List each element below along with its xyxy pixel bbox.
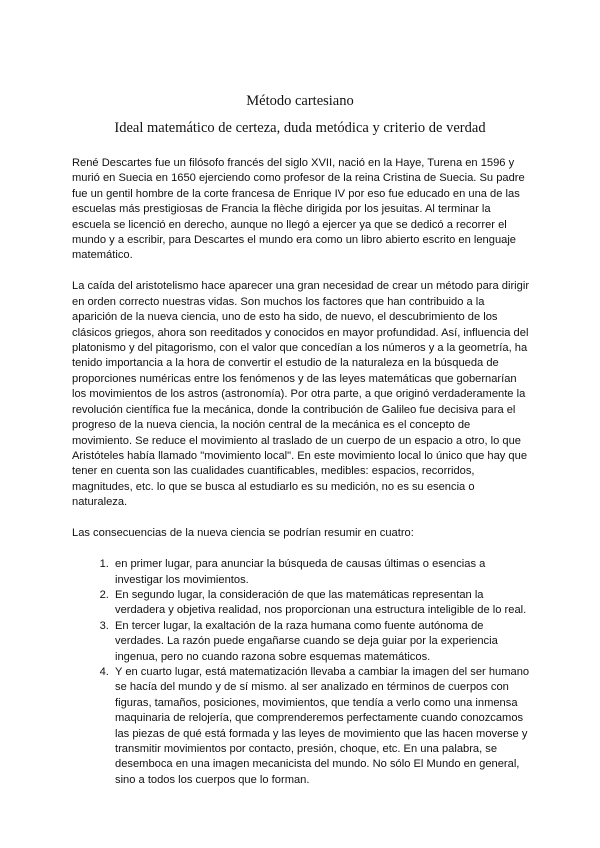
list-item: 3. En tercer lugar, la exaltación de la raza humana como fuente autónoma de verdades. La razón puede engañarse cuando se deja guiar por la experiencia ingenua, pero no cuando razona sobre esquemas matemáticos.: [112, 619, 532, 665]
list-item: 2. En segundo lugar, la consideración de que las matemáticas representan la verdadera y objetiva realidad, nos proporcionan una estructura inteligible de lo real.: [112, 588, 532, 619]
paragraph-new-science: La caída del aristotelismo hace aparecer una gran necesidad de crear un método para dirigir en orden correcto nuestras vidas. Son muchos los factores que han contribuido a la aparición de la nueva ciencia, uno de esto ha sido, de nuevo, el descubrimiento de los clásicos griegos, ahora son reeditados y conocidos en mayor profundidad. Así, influencia del platonismo y del pitagorismo, con el valor que concedían a los números y a la geometría, ha tenido importancia a la hora de convertir el estudio de la naturaleza en la búsqueda de proporciones numéricas entre los fenómenos y de las leyes matemáticas que gobernarían los movimientos de los astros (astronomía). Por otra parte, a que originó verdaderamente la revolución científica fue la mecánica, donde la contribución de Galileo fue decisiva para el progreso de la nueva ciencia, la noción central de la mecánica es el concepto de movimiento. Se reduce el movimiento al traslado de un cuerpo de un espacio a otro, lo que Aristóteles había llamado "movimiento local". En este movimiento local lo único que hay que tener en cuenta son las cualidades cuantificables, medibles: espacios, recorridos, magnitudes, etc. lo que se busca al estudiarlo es su medición, no es su esencia o naturaleza.: [72, 280, 530, 509]
document-subtitle: Ideal matemático de certeza, duda metódica y criterio de verdad: [114, 120, 486, 136]
list-item: 1. en primer lugar, para anunciar la búsqueda de causas últimas o esencias a investigar los movimientos.: [112, 557, 532, 588]
document-title: Método cartesiano: [246, 93, 354, 109]
paragraph-consequences-intro: Las consecuencias de la nueva ciencia se podrían resumir en cuatro:: [72, 527, 414, 540]
paragraph-biography: René Descartes fue un filósofo francés del siglo XVII, nació en la Haye, Turena en 1596 y murió en Suecia en 1650 ejerciendo como profesor de la reina Cristina de Suecia. Su padre fue un gentil hombre de la corte francesa de Enrique IV por eso fue educado en una de las escuelas más prestigiosas de Francia la flèche dirigida por los jesuitas. Al terminar la escuela se licenció en derecho, aunque no llegó a ejercer ya que se dedicó a recorrer el mundo y a escribir, para Descartes el mundo era como un libro abierto escrito en lenguaje matemático.: [72, 157, 525, 262]
list-item: 4. Y en cuarto lugar, está matematización llevaba a cambiar la imagen del ser humano se hacía del mundo y de sí mismo. al ser analizado en términos de cuerpos con figuras, tamaños, posiciones, movimientos, que tendía a verlo como una inmensa maquinaria de relojería, que comprenderemos perfectamente cuando conozcamos las piezas de qué está formada y las leyes de movimiento que las hacen moverse y transmitir movimientos por contacto, presión, choque, etc. En una palabra, se desemboca en una imagen mecanicista del mundo. No sólo El Mundo en general, sino a todos los cuerpos que lo forman.: [112, 665, 532, 788]
consequences-list: [72, 557, 532, 788]
document-body: [72, 156, 532, 788]
